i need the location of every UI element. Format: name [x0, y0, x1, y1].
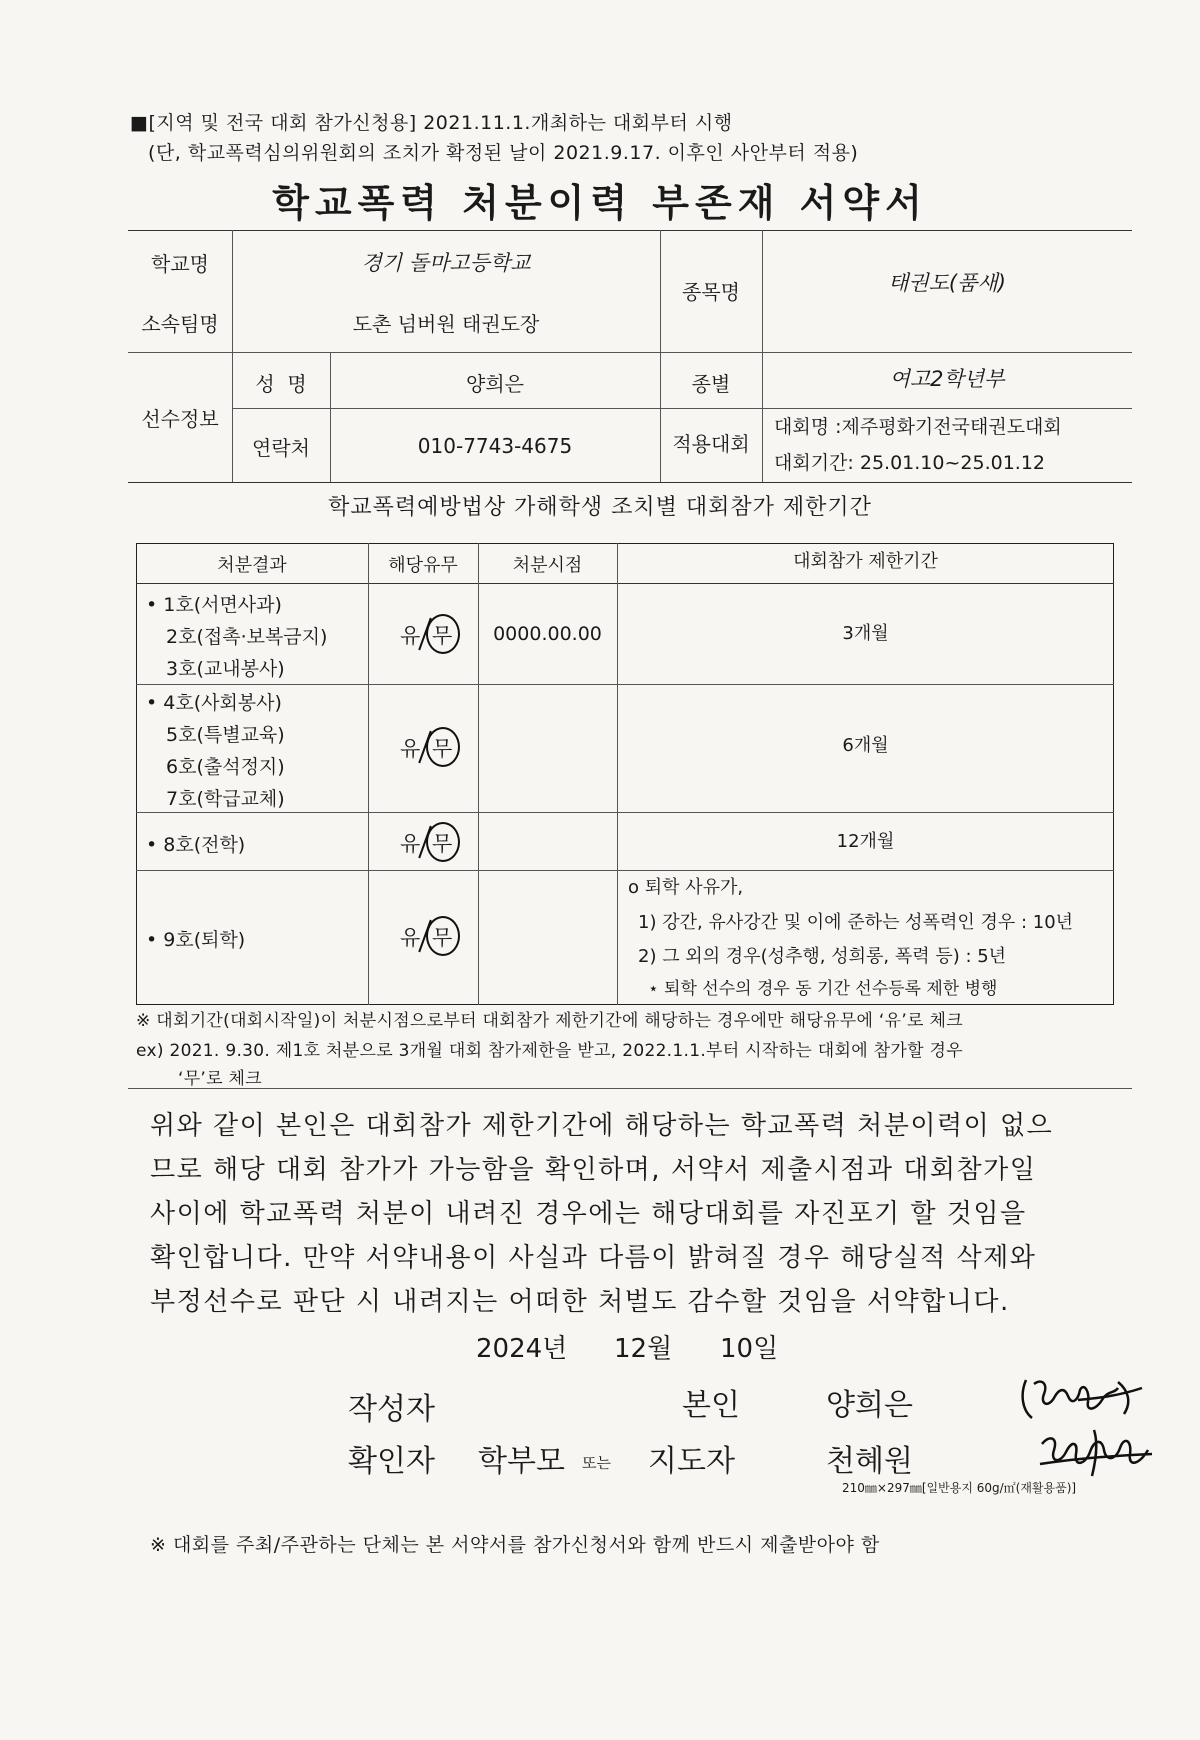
row4-period-line-4: ⋆ 퇴학 선수의 경우 동 기간 선수등록 제한 병행 [648, 979, 998, 999]
pledge-line-4: 확인합니다. 만약 서약내용이 사실과 다름이 밝혀질 경우 해당실적 삭제와 [150, 1243, 1037, 1273]
row4-no-circle-mark [426, 916, 460, 956]
paper-spec: 210㎜×297㎜[일반용지 60g/㎡(재활용품)] [842, 1481, 1077, 1495]
row1-period: 3개월 [842, 623, 889, 644]
name-value: 양희은 [466, 371, 524, 396]
self-label: 본인 [682, 1388, 740, 1423]
row3-item-1: • 8호(전학) [146, 834, 246, 856]
sport-label: 종목명 [682, 279, 740, 304]
row2-item-2: 5호(특별교육) [166, 724, 285, 746]
parent-label: 학부모 [478, 1444, 565, 1479]
row3-period: 12개월 [836, 831, 895, 852]
competition-name: 대회명 :제주평화기전국태권도대회 [774, 416, 1062, 438]
date-year: 2024년 [476, 1334, 568, 1364]
pledge-line-1: 위와 같이 본인은 대회참가 제한기간에 해당하는 학교폭력 처분이력이 없으 [150, 1111, 1054, 1141]
school-label: 학교명 [151, 251, 209, 276]
row2-no-label: 무 [432, 737, 453, 761]
info-table-top-border [128, 230, 1132, 231]
contact-label: 연락처 [252, 435, 310, 460]
row2-period: 6개월 [842, 735, 889, 756]
restriction-col-divider-3 [617, 543, 618, 1005]
notice-line-1: ■[지역 및 전국 대회 참가신청용] 2021.11.1.개최하는 대회부터 시행 [130, 112, 733, 134]
school-value: 경기 돌마고등학교 [361, 251, 531, 275]
notice-line-2: (단, 학교폭력심의위원회의 조치가 확정된 날이 2021.9.17. 이후인 사안부터 적용) [148, 142, 859, 164]
date-day: 10일 [720, 1334, 779, 1364]
document-title: 학교폭력 처분이력 부존재 서약서 [272, 181, 928, 225]
row2-date [478, 730, 617, 766]
row3-yes-label: 유 [400, 832, 421, 856]
notes-divider [128, 1088, 1132, 1089]
team-value: 도촌 넘버원 태권도장 [352, 311, 540, 336]
competition-label: 적용대회 [672, 431, 750, 456]
note-1: ※ 대회기간(대회시작일)이 처분시점으로부터 대회참가 제한기간에 해당하는 경우에만 해당유무에 ‘유’로 체크 [136, 1011, 963, 1031]
header-applicable: 해당유무 [388, 555, 458, 576]
header-result: 처분결과 [217, 555, 287, 576]
confirmer-name: 천혜원 [826, 1444, 913, 1479]
row1-yes-label: 유 [400, 624, 421, 648]
restriction-subtitle: 학교폭력예방법상 가해학생 조치별 대회참가 제한기간 [328, 495, 872, 520]
row2-item-3: 6호(출석정지) [166, 756, 285, 778]
row2-yes-label: 유 [400, 737, 421, 761]
row4-period-line-1: o 퇴학 사유가, [628, 877, 744, 898]
confirmer-signature [1036, 1420, 1156, 1484]
footer-note: ※ 대회를 주최/주관하는 단체는 본 서약서를 참가신청서와 함께 반드시 제출받아야 함 [150, 1534, 880, 1556]
athlete-info-label: 선수정보 [141, 406, 219, 431]
or-label: 또는 [582, 1454, 611, 1472]
row2-item-4: 7호(학급교체) [166, 788, 285, 810]
row3-date [478, 824, 617, 860]
row4-no-label: 무 [432, 926, 453, 950]
row3-no-circle-mark [426, 822, 460, 862]
row2-no-circle-mark [426, 727, 460, 767]
confirmer-label: 확인자 [348, 1444, 435, 1479]
pledge-line-2: 므로 해당 대회 참가가 가능함을 확인하며, 서약서 제출시점과 대회참가일 [150, 1155, 1037, 1185]
restriction-col-divider-1 [368, 543, 369, 1005]
info-table-bottom-border [128, 482, 1132, 483]
category-label: 종별 [691, 371, 731, 396]
row1-item-3: 3호(교내봉사) [166, 658, 285, 680]
row4-yes-label: 유 [400, 926, 421, 950]
row1-item-1: • 1호(서면사과) [146, 594, 282, 616]
pledge-line-5: 부정선수로 판단 시 내려지는 어떠한 처벌도 감수할 것임을 서약합니다. [150, 1287, 1010, 1317]
row1-item-2: 2호(접촉·보복금지) [166, 626, 328, 648]
row2-item-1: • 4호(사회봉사) [146, 692, 282, 714]
row4-period-line-2: 1) 강간, 유사강간 및 이에 준하는 성폭력인 경우 : 10년 [638, 912, 1074, 933]
competition-period: 대회기간: 25.01.10~25.01.12 [774, 452, 1045, 474]
coach-label: 지도자 [648, 1444, 735, 1479]
restriction-row-divider-3 [136, 870, 1114, 871]
info-table-row-divider [232, 408, 1132, 409]
row3-no-label: 무 [432, 832, 453, 856]
contact-value: 010-7743-4675 [417, 434, 573, 458]
note-3: ‘무’로 체크 [178, 1069, 262, 1089]
row1-date: 0000.00.00 [493, 623, 602, 645]
writer-signature [1018, 1370, 1148, 1426]
sport-value: 태권도(품새) [888, 271, 1006, 295]
name-label: 성 명 [255, 371, 307, 396]
writer-label: 작성자 [348, 1392, 435, 1427]
writer-name: 양희은 [826, 1388, 913, 1423]
row1-no-circle-mark [426, 614, 460, 654]
restriction-header-divider [136, 583, 1114, 584]
header-period: 대회참가 제한기간 [793, 551, 938, 572]
pledge-line-3: 사이에 학교폭력 처분이 내려진 경우에는 해당대회를 자진포기 할 것임을 [150, 1199, 1027, 1229]
row4-period-line-3: 2) 그 외의 경우(성추행, 성희롱, 폭력 등) : 5년 [638, 946, 1007, 967]
header-date: 처분시점 [512, 555, 583, 576]
info-table-divider [128, 352, 1132, 353]
row4-date [478, 918, 617, 954]
category-value: 여고2학년부 [889, 367, 1005, 391]
restriction-row-divider-1 [136, 684, 1114, 685]
row4-item-1: • 9호(퇴학) [146, 929, 246, 951]
date-month: 12월 [614, 1334, 673, 1364]
team-label: 소속팀명 [141, 311, 219, 336]
row1-no-label: 무 [432, 624, 453, 648]
note-2: ex) 2021. 9.30. 제1호 처분으로 3개월 대회 참가제한을 받고, 2022.1.1.부터 시작하는 대회에 참가할 경우 [136, 1041, 963, 1061]
restriction-row-divider-2 [136, 812, 1114, 813]
